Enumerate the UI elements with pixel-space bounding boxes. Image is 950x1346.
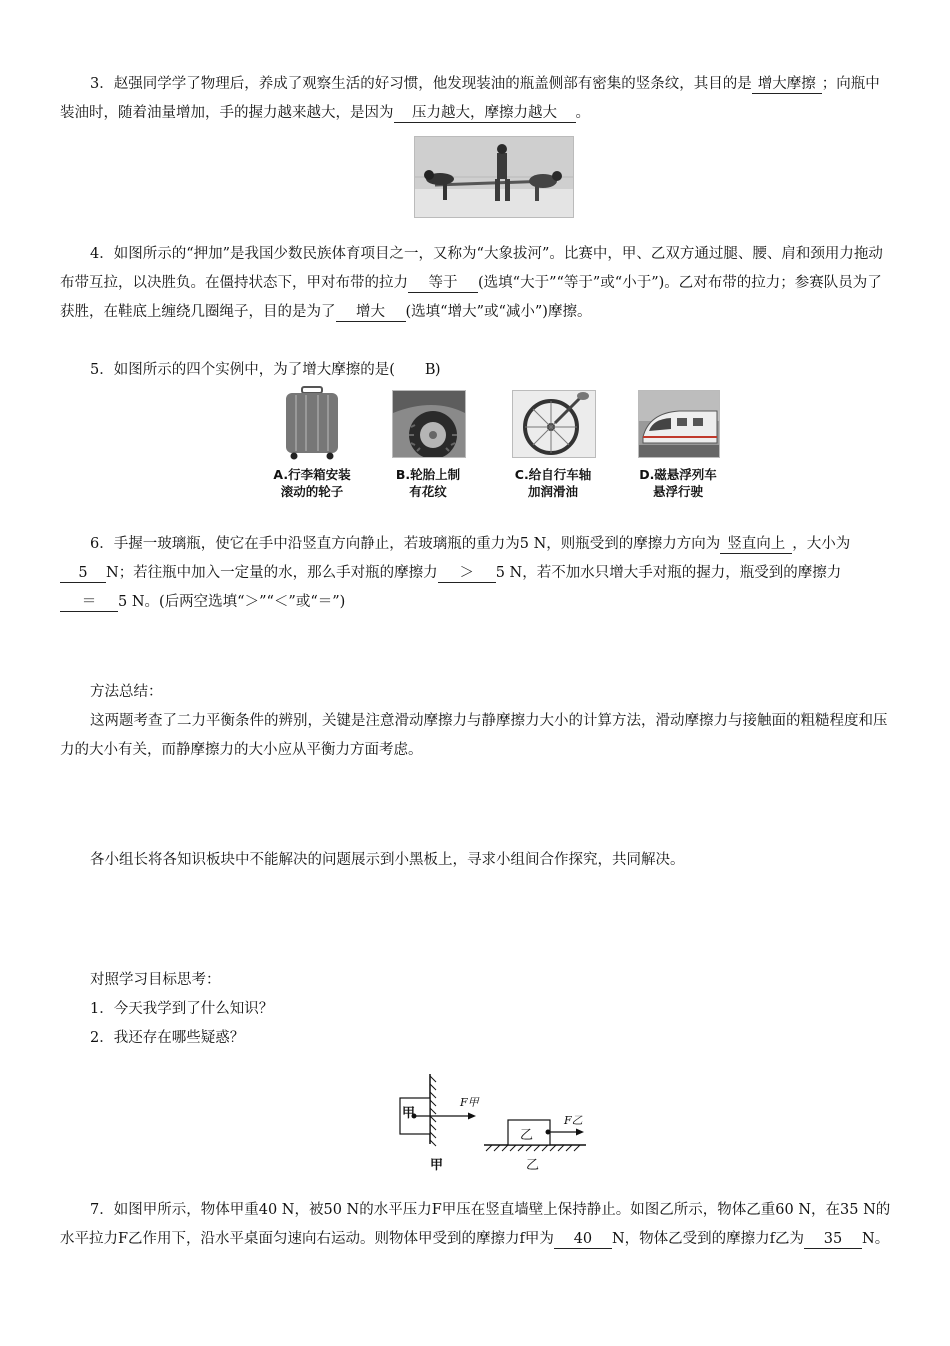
force-b-arrowhead [576, 1129, 584, 1136]
diagram-caption-a: 甲 [430, 1158, 444, 1173]
option-c-caption-line-2: 加润滑油 [527, 484, 578, 499]
question-3-text-3: 。 [575, 105, 590, 121]
tire-icon [393, 391, 465, 457]
reflection-title: 对照学习目标思考： [90, 972, 221, 988]
question-3-answer-2: 压力越大，摩擦力越大 [394, 104, 576, 123]
question-7-text-1: 如图甲所示，物体甲重40 N，被50 N的水平压力F甲压在竖直墙壁上保持静止。如图乙所示，物体乙重60 N，在35 N的水平拉力F乙作用下，沿水平桌面匀速向右运动。则物体甲受到的摩擦力f甲为 [60, 1202, 891, 1247]
question-6-answer-1: 竖直向上 [720, 535, 792, 554]
option-c-image [512, 390, 596, 458]
ground-hatching [486, 1145, 580, 1151]
question-7-answer-1: 40 [554, 1230, 612, 1249]
question-5-number: 5． [90, 362, 114, 378]
option-a-caption [248, 466, 376, 500]
group-instruction: 各小组长将各知识板块中不能解决的问题展示到小黑板上，寻求小组间合作探究，共同解决。 [90, 852, 685, 868]
force-a-label: F甲 [460, 1096, 479, 1109]
question-4-number: 4． [90, 246, 114, 262]
question-6-text-2: ，大小为 [792, 536, 851, 552]
question-3-number: 3． [90, 76, 114, 92]
force-diagram [380, 1068, 600, 1174]
option-b-caption-line-2: 有花纹 [409, 484, 447, 499]
question-6 [60, 530, 894, 617]
question-7-number: 7． [90, 1202, 114, 1218]
question-5-close: ) [434, 362, 441, 378]
question-4-text-1: 如图所示的“押加”是我国少数民族体育项目之一，又称为“大象拔河”。比赛中，甲、乙双方通过腿、腰、肩和颈用力拖动布带互拉，以决胜负。在僵持状态下，甲对布带的拉力 [60, 246, 883, 291]
option-c-caption-line-1: C.给自行车轴 [514, 467, 592, 482]
question-4-answer-2: 增大 [336, 303, 406, 322]
force-b-label: F乙 [564, 1114, 583, 1127]
reflection-item-1: 1．今天我学到了什么知识？ [90, 1001, 274, 1017]
question-6-answer-2: 5 [60, 564, 106, 583]
question-6-text-1: 手握一玻璃瓶，使它在手中沿竖直方向静止，若玻璃瓶的重力为5 N，则瓶受到的摩擦力方向为 [113, 536, 721, 552]
question-6-text-4: 5 N，若不加水只增大手对瓶的握力，瓶受到的摩擦力 [495, 565, 842, 581]
question-7 [60, 1196, 894, 1254]
option-a-image [276, 386, 348, 460]
option-d-caption-line-2: 悬浮行驶 [652, 484, 703, 499]
question-7-answer-2: 35 [804, 1230, 862, 1249]
question-7-text-2: N，物体乙受到的摩擦力f乙为 [611, 1231, 804, 1247]
option-d-caption [614, 466, 742, 500]
question-6-text-3: N；若往瓶中加入一定量的水，那么手对瓶的摩擦力 [106, 565, 438, 581]
tug-of-war-illustration [415, 137, 573, 217]
question-4 [60, 240, 894, 327]
wall-hatching [430, 1076, 436, 1146]
option-b-caption-line-1: B.轮胎上制 [395, 467, 461, 482]
question-4-text-2: (选填“大于”“等于”或“小于”)。乙对布带的拉力；参赛队员为了获胜，在鞋底上缠绕几圈绳子，目的是为了 [60, 275, 882, 320]
elephant-tug-of-war-photo [414, 136, 574, 218]
question-3-text-2: ；向瓶中装油时，随着油量增加，手的握力越来越大，是因为 [60, 76, 880, 121]
question-6-answer-3: ＞ [438, 564, 496, 583]
question-4-text-3: (选填“增大”或“减小”)摩擦。 [405, 304, 592, 320]
bicycle-wheel-icon [513, 391, 595, 457]
diagram-caption-b: 乙 [526, 1158, 540, 1173]
question-6-number: 6． [90, 536, 114, 552]
maglev-train-icon [639, 391, 719, 457]
question-5-text: 如图所示的四个实例中，为了增大摩擦的是( [113, 362, 395, 378]
question-3-answer-1: 增大摩擦 [752, 75, 822, 94]
option-b-caption [364, 466, 492, 500]
question-7-text-3: N。 [862, 1231, 890, 1247]
reflection-item-2: 2．我还存在哪些疑惑？ [90, 1030, 245, 1046]
question-6-answer-4: ＝ [60, 593, 118, 612]
force-a-arrowhead [468, 1113, 476, 1120]
question-4-answer-1: 等于 [408, 274, 478, 293]
question-6-text-5: 5 N。(后两空选填“＞”“＜”或“＝”) [118, 594, 346, 610]
reflection-section [60, 966, 894, 1053]
method-summary-title: 方法总结： [90, 684, 163, 700]
option-b-image [392, 390, 466, 458]
option-a-caption-line-2: 滚动的轮子 [280, 484, 344, 499]
question-5 [60, 356, 894, 385]
option-a-caption-line-1: A.行李箱安装 [273, 467, 351, 482]
question-3-text-1: 赵强同学学了物理后，养成了观察生活的好习惯，他发现装油的瓶盖侧部有密集的竖条纹，其目的是 [113, 76, 752, 92]
question-3 [60, 70, 894, 128]
luggage-icon [276, 386, 348, 460]
option-d-image [638, 390, 720, 458]
block-a-label: 甲 [402, 1106, 416, 1121]
method-summary [60, 678, 894, 765]
option-d-caption-line-1: D.磁悬浮列车 [639, 467, 717, 482]
question-5-answer: B [424, 362, 436, 378]
option-c-caption [489, 466, 617, 500]
method-summary-body: 这两题考查了二力平衡条件的辨别，关键是注意滑动摩擦力与静摩擦力大小的计算方法，滑动摩擦力与接触面的粗糙程度和压力的大小有关，而静摩擦力的大小应从平衡力方面考虑。 [60, 713, 888, 758]
block-b-label: 乙 [520, 1128, 534, 1143]
